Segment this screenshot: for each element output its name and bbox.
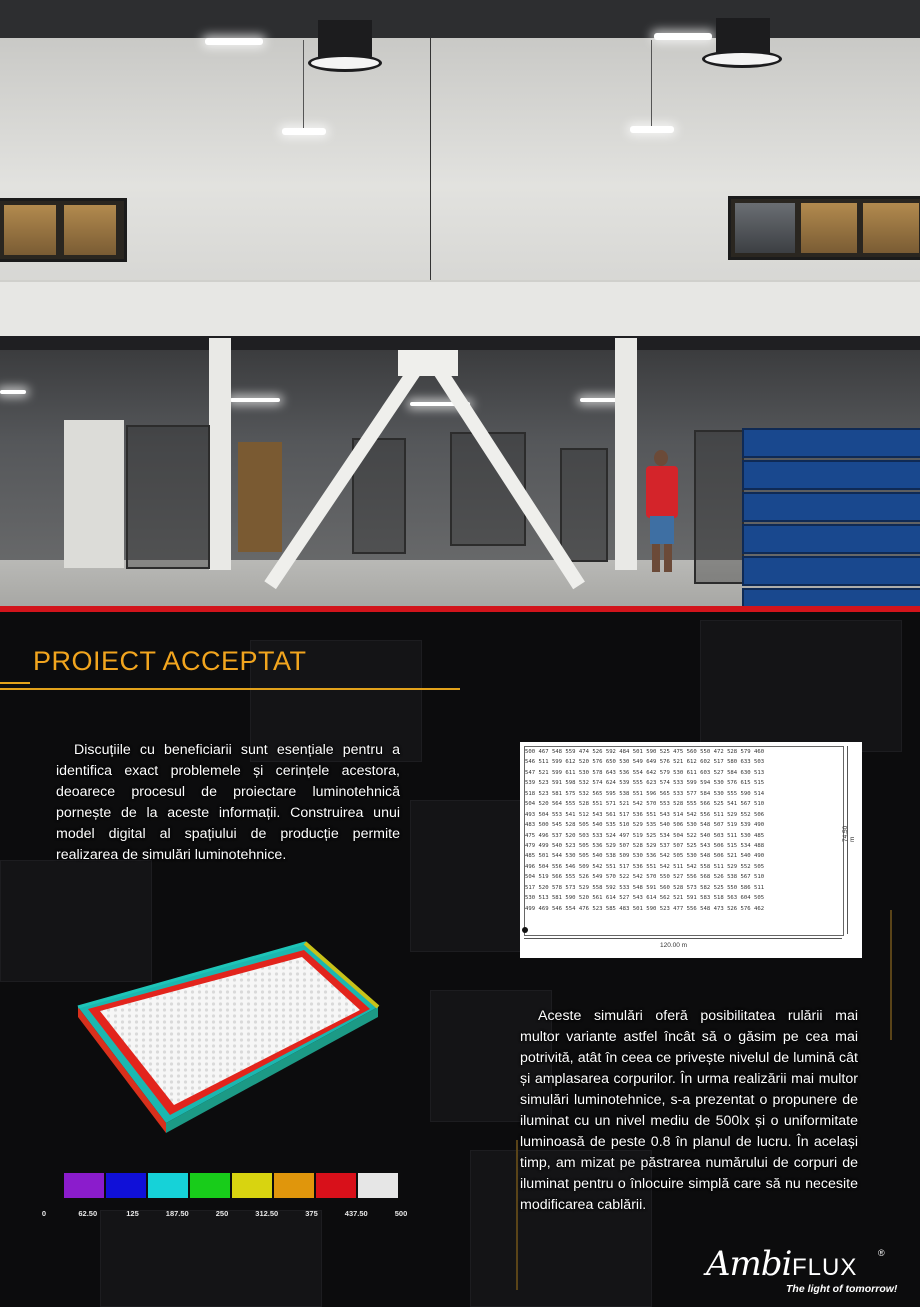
legend-swatch	[232, 1173, 274, 1198]
pendant-lamp	[630, 126, 674, 133]
bg-block	[100, 1210, 322, 1307]
grid-row: 483 500 545 528 505 540 535 510 529 535 540 506 530 548 507 519 539 490	[525, 822, 765, 829]
blue-storage-shelf	[742, 524, 920, 554]
legend-swatch	[358, 1173, 400, 1198]
legend-label: 187.50	[165, 1209, 189, 1218]
grid-row: 530 513 581 590 520 561 614 527 543 614 562 521 591 583 518 563 604 505	[525, 895, 765, 902]
logo-tagline: The light of tomorrow!	[786, 1283, 898, 1295]
legend-label: 62.50	[78, 1209, 98, 1218]
grid-row: 485 501 544 530 505 540 538 509 530 536 542 505 530 548 506 521 540 490	[525, 853, 765, 860]
red-divider-bar	[0, 606, 920, 612]
cardboard-boxes	[238, 442, 282, 552]
simulation-paragraph: Aceste simulări oferă posibilitatea rulării mai multor variante astfel încât să o găsim pe cea mai potrivită, atât în ceea ce privește nivelul de lumină cât și amplasarea corpurilor. În urma realizării mai multor simulări luminotehnice, s-a prezentat o propunere de iluminat cu un nivel mediu de 500lx și o uniformitate luminoasă de peste 0.8 în planul de lucru. În același timp, am mizat pe păstrarea numărului de corpuri de iluminat pentru o înlocuire simplă care să nu necesite modificarea cablării.	[520, 1008, 858, 1213]
legend-label: 250	[215, 1209, 229, 1218]
brace-joint	[398, 350, 458, 376]
shelving	[126, 425, 210, 569]
illuminance-color-scale	[64, 1173, 400, 1198]
office-window	[728, 196, 920, 260]
legend-swatch	[106, 1173, 148, 1198]
grid-row: 504 520 564 555 528 551 571 521 542 570 553 528 555 566 525 541 567 510	[525, 801, 765, 808]
height-dimension-label: 74.50 m	[842, 825, 856, 842]
grid-row: 496 504 556 546 509 542 551 517 536 551 542 511 542 558 511 529 552 505	[525, 863, 765, 870]
legend-label: 375	[305, 1209, 318, 1218]
support-column	[615, 338, 637, 570]
ambiflux-logo	[700, 1240, 900, 1300]
blue-storage-shelf	[742, 556, 920, 586]
legend-label: 500	[394, 1209, 408, 1218]
grid-row: 504 519 566 555 526 549 570 522 542 570 550 527 556 568 526 538 567 510	[525, 874, 765, 881]
pendant-lamp	[282, 128, 326, 135]
grid-row: 493 504 553 541 512 543 561 517 536 551 543 514 542 556 511 529 552 506	[525, 811, 765, 818]
legend-swatch	[190, 1173, 232, 1198]
legend-label: 125	[126, 1209, 139, 1218]
mezzanine-beam	[0, 280, 920, 340]
tool-rack	[560, 448, 608, 562]
office-window	[0, 198, 127, 262]
blue-storage-shelf	[742, 460, 920, 490]
3d-false-color-render	[70, 935, 400, 1135]
logo-ambi: Ambi	[706, 1244, 792, 1284]
grid-row: 479 499 540 523 505 536 529 507 528 529 537 507 525 543 506 515 534 488	[525, 842, 765, 849]
legend-label: 437.50	[344, 1209, 368, 1218]
cylinder-lamp-glow	[308, 54, 382, 72]
legend-swatch	[148, 1173, 190, 1198]
logo-flux: FLUX	[792, 1254, 858, 1281]
section-title: PROIECT ACCEPTAT	[33, 646, 307, 676]
legend-swatch	[274, 1173, 316, 1198]
tool-rack	[694, 430, 744, 584]
legend-label: 0	[41, 1209, 47, 1218]
legend-label: 312.50	[255, 1209, 279, 1218]
interior-lamp	[230, 398, 280, 402]
legend-swatch	[316, 1173, 358, 1198]
bg-block	[700, 620, 902, 752]
origin-marker	[522, 927, 528, 933]
blue-storage-shelf	[742, 492, 920, 522]
intro-paragraph: Discuțiile cu beneficiarii sunt esențiale pentru a identifica exact problemele și cerințele acestora, deoarece procesul de proiectare luminotehnică pornește de la aceste informații. Construirea unui model digital al spațiului de producție permite realizarea de simulări luminotehnice.	[56, 742, 400, 863]
grid-row: 547 521 599 611 530 578 643 536 554 642 579 530 611 603 527 584 630 513	[525, 769, 765, 776]
grid-row: 517 520 578 573 529 558 592 533 548 591 560 528 573 582 525 550 586 511	[525, 884, 765, 891]
blue-storage-shelf	[742, 428, 920, 458]
machine-cabinet	[64, 420, 124, 568]
illuminance-grid-figure	[520, 742, 862, 958]
support-column	[209, 338, 231, 570]
interior-lamp	[0, 390, 26, 394]
ceiling-lamp	[654, 33, 712, 40]
grid-row: 546 511 599 612 520 576 650 530 549 649 576 521 612 602 517 580 633 503	[525, 759, 765, 766]
grid-row: 499 469 546 554 476 523 585 483 501 590 523 477 556 548 473 526 576 462	[525, 905, 765, 912]
width-dimension-line	[524, 938, 842, 939]
legend-swatch	[64, 1173, 106, 1198]
mezzanine-stripe	[0, 336, 920, 350]
decorative-line	[516, 1140, 518, 1290]
grid-row: 518 523 581 575 532 565 595 538 551 596 565 533 577 584 530 555 590 514	[525, 790, 765, 797]
hero-photo	[0, 0, 920, 612]
cylinder-lamp-glow	[702, 50, 782, 68]
heading-underline	[0, 688, 460, 690]
heading-accent	[0, 682, 30, 684]
illuminance-scale-labels	[0, 1209, 420, 1221]
grid-row: 500 467 548 559 474 526 592 484 501 590 525 475 560 550 472 528 579 460	[525, 749, 765, 755]
grid-row: 539 523 591 598 532 574 624 539 555 623 574 533 599 594 530 576 615 515	[525, 780, 765, 787]
illuminance-value-table	[524, 746, 844, 936]
grid-row: 475 496 537 520 503 533 524 497 519 525 534 504 522 540 503 511 530 485	[525, 832, 765, 839]
width-dimension-label: 120.00 m	[660, 942, 688, 949]
ceiling-lamp	[205, 38, 263, 45]
decorative-line	[890, 910, 892, 1040]
ceiling	[0, 0, 920, 38]
logo-registered-mark: ®	[878, 1248, 885, 1258]
